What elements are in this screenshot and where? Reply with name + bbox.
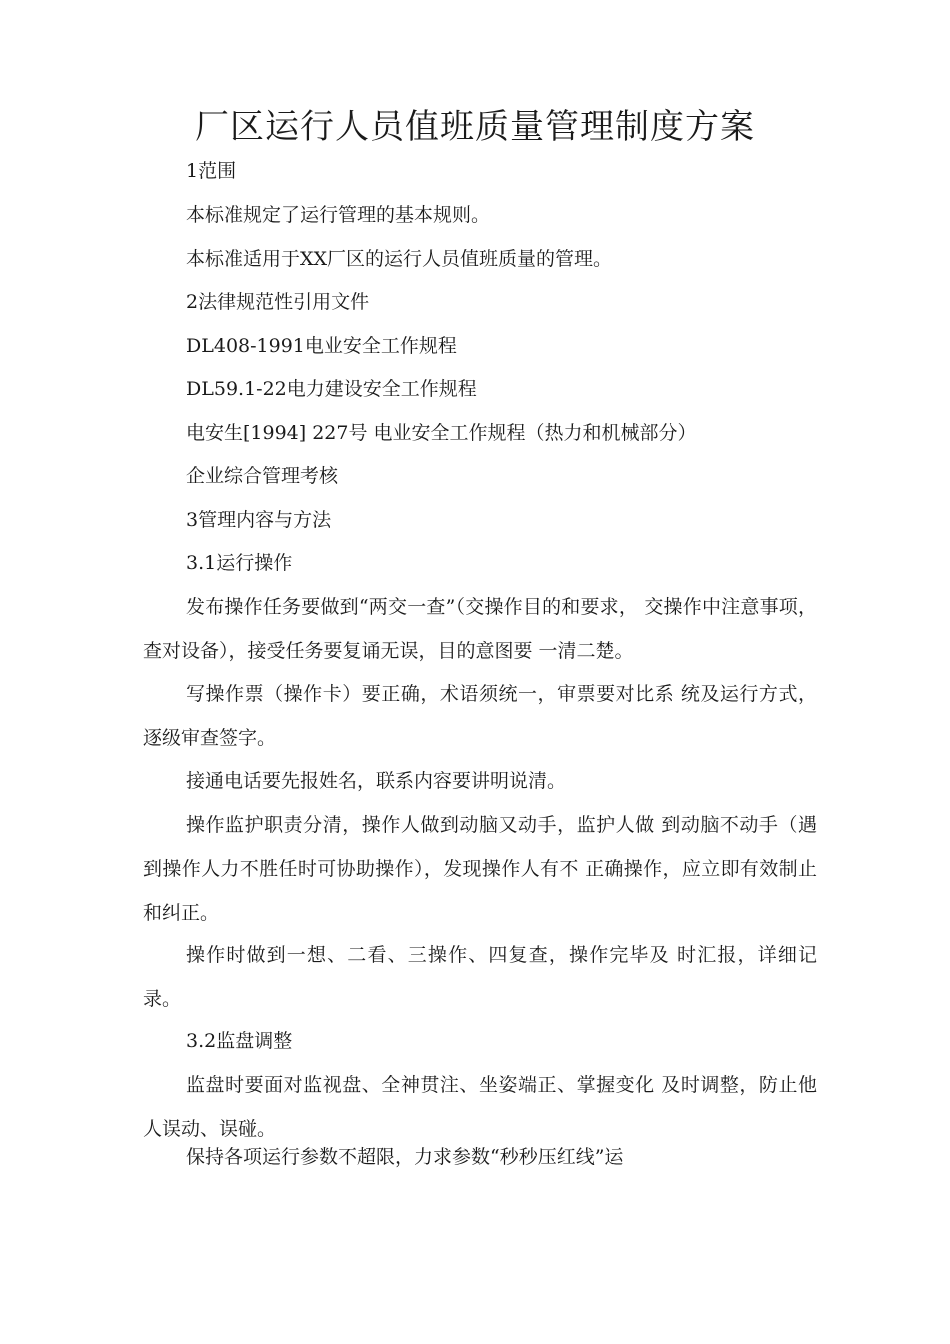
scope-line-2: 本标准适用于XX厂区的运行人员值班质量的管理。 bbox=[186, 248, 613, 270]
section-3-1-heading: 3.1运行操作 bbox=[186, 552, 293, 574]
section-3-2-heading: 3.2监盘调整 bbox=[186, 1030, 293, 1052]
paragraph-supervision: 操作监护职责分清，操作人做到动脑又动手，监护人做 到动脑不动手（遇到操作人力不胜任时可协助操作），发现操作人有不 正确操作，应立即有效制止和纠正。 bbox=[143, 814, 817, 924]
paragraph-operation-steps: 操作时做到一想、二看、三操作、四复查，操作完毕及 时汇报，详细记录。 bbox=[143, 944, 817, 1010]
reference-dl408: DL408-1991电业安全工作规程 bbox=[186, 335, 457, 357]
paragraph-parameters: 保持各项运行参数不超限，力求参数“秒秒压红线”运 bbox=[186, 1146, 624, 1168]
reference-dian-an-sheng: 电安生[1994] 227号 电业安全工作规程（热力和机械部分） bbox=[186, 422, 697, 444]
reference-dl59: DL59.1-22电力建设安全工作规程 bbox=[186, 378, 477, 400]
document-title: 厂区运行人员值班质量管理制度方案 bbox=[195, 107, 755, 147]
paragraph-monitor: 监盘时要面对监视盘、全神贯注、坐姿端正、掌握变化 及时调整，防止他人误动、误碰。 bbox=[143, 1074, 817, 1140]
reference-enterprise: 企业综合管理考核 bbox=[186, 465, 339, 487]
scope-line-1: 本标准规定了运行管理的基本规则。 bbox=[186, 204, 491, 226]
paragraph-task-release: 发布操作任务要做到“两交一查”（交操作目的和要求， 交操作中注意事项，查对设备），接受任务要复诵无误，目的意图要 一清二楚。 bbox=[143, 596, 817, 662]
paragraph-phone: 接通电话要先报姓名，联系内容要讲明说清。 bbox=[186, 770, 567, 792]
section-3-heading: 3管理内容与方法 bbox=[186, 509, 332, 531]
paragraph-operation-ticket: 写操作票（操作卡）要正确，术语须统一，审票要对比系 统及运行方式，逐级审查签字。 bbox=[143, 683, 817, 749]
section-1-heading: 1范围 bbox=[186, 160, 237, 182]
section-2-heading: 2法律规范性引用文件 bbox=[186, 291, 370, 313]
